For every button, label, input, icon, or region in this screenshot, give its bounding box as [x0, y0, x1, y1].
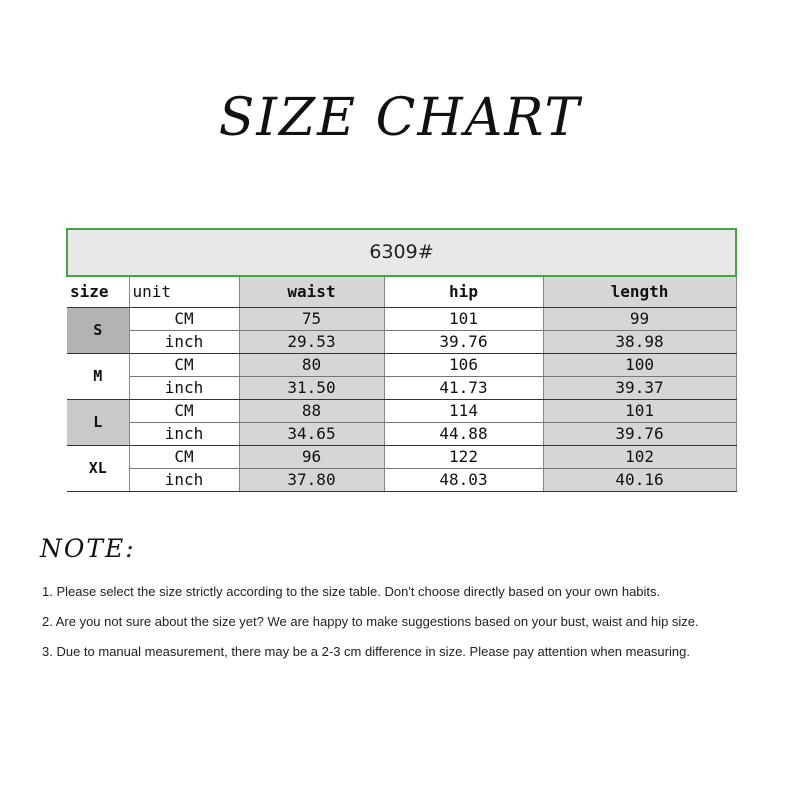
waist-cell: 88 [239, 400, 384, 423]
hip-cell: 114 [384, 400, 543, 423]
size-label: M [67, 354, 129, 400]
table-row [67, 469, 736, 492]
hip-cell: 106 [384, 354, 543, 377]
page-title: SIZE CHART [218, 88, 582, 148]
waist-cell: 80 [239, 354, 384, 377]
length-cell: 99 [543, 308, 736, 331]
size-label: XL [67, 446, 129, 492]
table-row [67, 423, 736, 446]
size-label: L [67, 400, 129, 446]
header-waist: waist [239, 276, 384, 308]
unit-cell: CM [129, 400, 239, 423]
note-item: 2. Are you not sure about the size yet? We are happy to make suggestions based on your bust, waist and hip size. [42, 614, 699, 629]
waist-cell: 34.65 [239, 423, 384, 446]
unit-cell: CM [129, 308, 239, 331]
length-cell: 101 [543, 400, 736, 423]
table-row [67, 354, 736, 377]
note-item: 1. Please select the size strictly according to the size table. Don't choose directly based on your own habits. [42, 584, 661, 599]
hip-cell: 48.03 [384, 469, 543, 492]
length-cell: 39.37 [543, 377, 736, 400]
length-cell: 100 [543, 354, 736, 377]
hip-cell: 101 [384, 308, 543, 331]
hip-cell: 41.73 [384, 377, 543, 400]
waist-cell: 96 [239, 446, 384, 469]
length-cell: 39.76 [543, 423, 736, 446]
hip-cell: 44.88 [384, 423, 543, 446]
table-row [67, 400, 736, 423]
table-row [67, 377, 736, 400]
hip-cell: 39.76 [384, 331, 543, 354]
size-table [66, 228, 737, 492]
unit-cell: inch [129, 331, 239, 354]
waist-cell: 31.50 [239, 377, 384, 400]
unit-cell: CM [129, 354, 239, 377]
table-row [67, 446, 736, 469]
table-row [67, 308, 736, 331]
unit-cell: inch [129, 377, 239, 400]
waist-cell: 75 [239, 308, 384, 331]
unit-cell: CM [129, 446, 239, 469]
length-cell: 38.98 [543, 331, 736, 354]
length-cell: 102 [543, 446, 736, 469]
header-size: size [67, 276, 129, 308]
length-cell: 40.16 [543, 469, 736, 492]
unit-cell: inch [129, 469, 239, 492]
waist-cell: 29.53 [239, 331, 384, 354]
header-hip: hip [384, 276, 543, 308]
column-header-row [67, 276, 736, 308]
note-heading: NOTE: [40, 534, 136, 563]
model-number: 6309# [67, 229, 736, 276]
header-unit: unit [129, 276, 239, 308]
note-list [42, 584, 792, 674]
table-row [67, 331, 736, 354]
unit-cell: inch [129, 423, 239, 446]
note-item: 3. Due to manual measurement, there may be a 2-3 cm difference in size. Please pay attention when measuring. [42, 644, 690, 659]
hip-cell: 122 [384, 446, 543, 469]
size-label: S [67, 308, 129, 354]
table-title-row [67, 229, 736, 276]
waist-cell: 37.80 [239, 469, 384, 492]
header-length: length [543, 276, 736, 308]
